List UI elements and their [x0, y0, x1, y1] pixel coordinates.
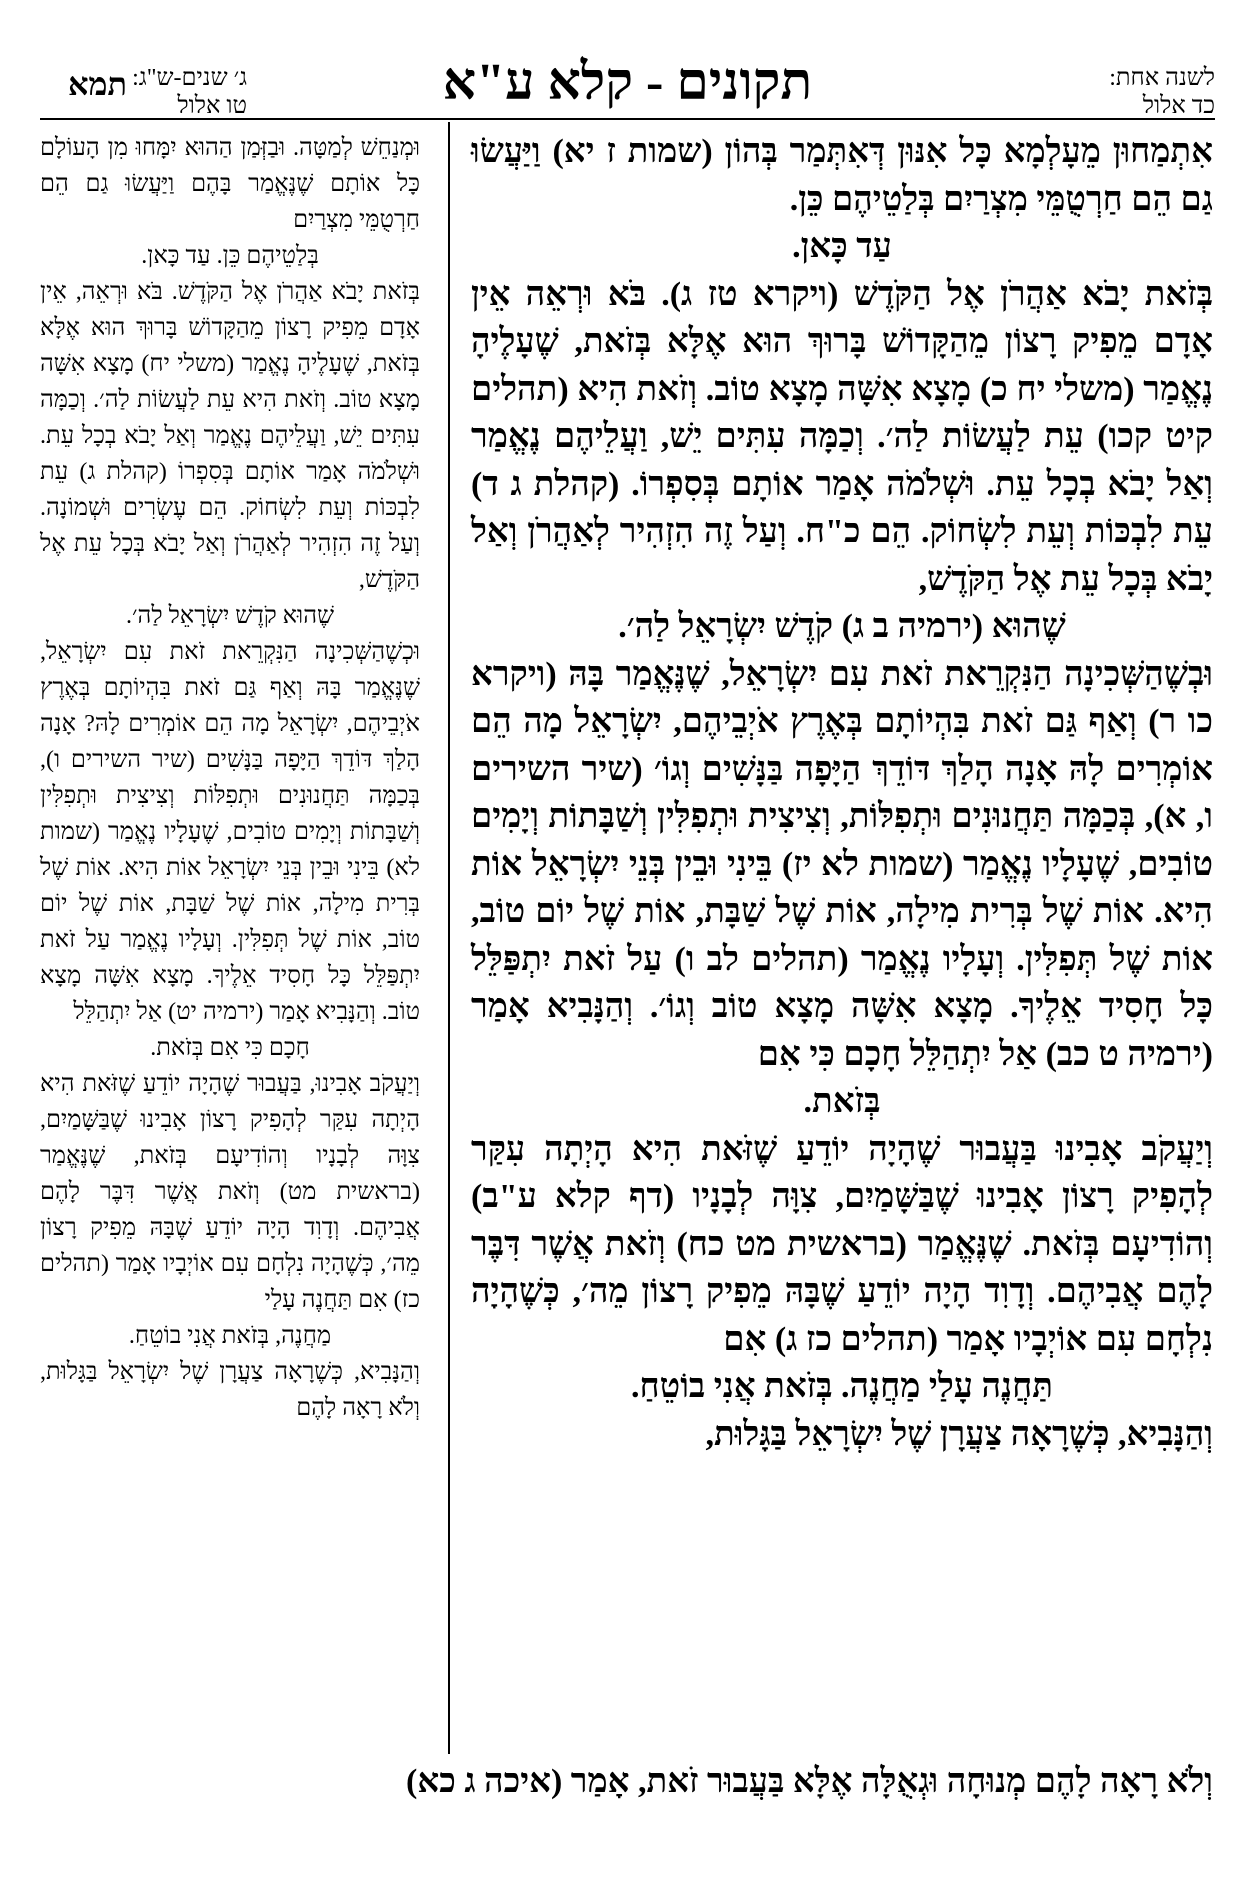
side-column: [40, 130, 420, 1426]
main-paragraph: עַד כָּאן.: [792, 228, 892, 265]
side-paragraph: מַחֲנֶה, בְּזֹאת אֲנִי בוֹטֵחַ.: [128, 1323, 332, 1349]
side-paragraph: שֶׁהוּא קֹדֶשׁ יִשְׂרָאֵל לַה׳.: [126, 603, 334, 629]
page-number: תמא: [68, 66, 128, 102]
header-left-sub: [132, 64, 247, 120]
main-paragraph: וּבְשֶׁהַשְּׁכִינָה הַנִּקְרֵאת זֹאת עִם יִשְׂרָאֵל, שֶׁנֶּאֱמַר בָּהּ (ויקרא כו ר) וְאַף גַּם זֹאת בִּהְיוֹתָם בְּאֶרֶץ אֹיְבֵיהֶם, יִשְׂרָאֵל מָה הֵם אוֹמְרִים לָהּ אָנָה הָלַךְ דּוֹדֵךְ הַיָּפָה בַּנָּשִׁים וְגוֹ׳ (שיר השירים ו, א), בְּכַמָּה תַּחֲנוּנִים וּתְפִלּוֹת, וְצִיצִית וּתְפִלִּין וְשַׁבָּתוֹת וְיָמִים טוֹבִים, שֶׁעָלָיו נֶאֱמַר (שמות לא יז) בֵּינִי וּבֵין בְּנֵי יִשְׂרָאֵל אוֹת הִיא. אוֹת שֶׁל בְּרִית מִילָה, אוֹת שֶׁל שַׁבָּת, אוֹת שֶׁל יוֹם טוֹב, אוֹת שֶׁל תְּפִלִּין. וְעָלָיו נֶאֱמַר (תהלים לב ו) עַל זֹאת יִתְפַּלֵּל כָּל חָסִיד אֵלֶיךָ. מָצָא אִשָּׁה מָצָא טוֹב וְגוֹ׳. וְהַנָּבִיא אָמַר (ירמיה ט כב) אַל יִתְהַלֵּל חָכָם כִּי אִם: [471, 655, 1213, 1073]
header-rule: [40, 118, 1215, 120]
side-paragraph: וְיַעֲקֹב אָבִינוּ, בַּעֲבוּר שֶׁהָיָה יוֹדֵעַ שֶׁזֹּאת הִיא הָיְתָה עִקַּר לְהָפִיק רָצוֹן אָבִינוּ שֶׁבַּשָּׁמַיִם, צִוָּה לְבָנָיו וְהוֹדִיעָם בְּזֹאת, שֶׁנֶּאֱמַר (בראשית מט) וְזֹאת אֲשֶׁר דִּבֶּר לָהֶם אֲבִיהֶם. וְדָוִד הָיָה יוֹדֵעַ שֶׁבָּהּ מֵפִיק רָצוֹן מֵה׳, כְּשֶׁהָיָה נִלְחָם עִם אוֹיְבָיו אָמַר (תהלים כז) אִם תַּחֲנֶה עָלַי: [40, 1071, 420, 1313]
side-paragraph: וְהַנָּבִיא, כְּשֶׁרָאָה צַעֲרָן שֶׁל יִשְׂרָאֵל בַּגָּלוּת, וְלֹא רָאָה לָהֶם: [40, 1359, 420, 1421]
main-paragraph: בְּזֹאת יָבֹא אַהֲרֹן אֶל הַקֹּדֶשׁ (ויקרא טז ג). בֹּא וּרְאֵה אֵין אָדָם מֵפִיק רָצוֹן מֵהַקָּדוֹשׁ בָּרוּךְ הוּא אֶלָּא בְּזֹאת, שֶׁעָלֶיהָ נֶאֱמַר (משלי יח כ) מָצָא אִשָּׁה מָצָא טוֹב. וְזֹאת הִיא (תהלים קיט קכו) עֵת לַעֲשׂוֹת לַה׳. וְכַמָּה עִתִּים יֵשׁ, וַעֲלֵיהֶם נֶאֱמַר וְאַל יָבֹא בְכָל עֵת. וּשְׁלֹמֹה אָמַר אוֹתָם בְּסִפְרוֹ. (קהלת ג ד) עֵת לִבְכּוֹת וְעֵת לִשְׂחוֹק. הֵם כ"ח. וְעַל זֶה הִזְהִיר לְאַהֲרֹן וְאַל יָבֹא בְּכָל עֵת אֶל הַקֹּדֶשׁ,: [471, 275, 1213, 598]
header-date-left: טו אלול: [177, 93, 248, 119]
page-header: [40, 52, 1215, 119]
header-cycle-label: ג׳ שנים-ש"ג:: [132, 65, 248, 91]
side-paragraph: וּכְשֶׁהַשְּׁכִינָה הַנִּקְרֵאת זֹאת עִם יִשְׂרָאֵל, שֶׁנֶּאֱמַר בָּהּ וְאַף גַּם זֹאת בִּהְיוֹתָם בְּאֶרֶץ אֹיְבֵיהֶם, יִשְׂרָאֵל מָה הֵם אוֹמְרִים לָהּ? אָנָה הָלַךְ דּוֹדֵךְ הַיָּפָה בַּנָּשִׁים (שיר השירים ו), בְּכַמָּה תַּחֲנוּנִים וּתְפִלּוֹת וְצִיצִית וּתְפִלִּין וְשַׁבָּתוֹת וְיָמִים טוֹבִים, שֶׁעָלָיו נֶאֱמַר (שמות לא) בֵּינִי וּבֵין בְּנֵי יִשְׂרָאֵל אוֹת הִיא. אוֹת שֶׁל בְּרִית מִילָה, אוֹת שֶׁל שַׁבָּת, אוֹת שֶׁל יוֹם טוֹב, אוֹת שֶׁל תְּפִלִּין. וְעָלָיו נֶאֱמַר עַל זֹאת יִתְפַּלֵּל כָּל חָסִיד אֵלֶיךָ. מָצָא אִשָּׁה מָצָא טוֹב. וְהַנָּבִיא אָמַר (ירמיה יט) אַל יִתְהַלֵּל: [40, 639, 420, 1025]
header-date-right: כד אלול: [1142, 93, 1215, 119]
main-paragraph: וְיַעֲקֹב אָבִינוּ בַּעֲבוּר שֶׁהָיָה יוֹדֵעַ שֶׁזֹּאת הִיא הָיְתָה עִקַּר לְהָפִיק רָצוֹן אָבִינוּ שֶׁבַּשָּׁמַיִם, צִוָּה לְבָנָיו (דף קלא ע"ב) וְהוֹדִיעָם בְּזֹאת. שֶׁנֶּאֱמַר (בראשית מט כח) וְזֹאת אֲשֶׁר דִּבֶּר לָהֶם אֲבִיהֶם. וְדָוִד הָיָה יוֹדֵעַ שֶׁבָּהּ מֵפִיק רָצוֹן מֵה׳, כְּשֶׁהָיָה נִלְחָם עִם אוֹיְבָיו אָמַר (תהלים כז ג) אִם: [471, 1130, 1213, 1358]
main-paragraph: בְּזֹאת.: [803, 1083, 881, 1120]
footer-line: וְלֹא רָאָה לָהֶם מְנוּחָה וּגְאֻלָּה אֶלָּא בַּעֲבוּר זֹאת, אָמַר (איכה ג כא): [406, 1763, 1213, 1800]
main-column: [471, 128, 1213, 1458]
page-title: תקונים - קלא ע"א: [442, 54, 813, 111]
header-left-block: [40, 64, 247, 120]
main-paragraph: תַּחֲנֶה עָלַי מַחֲנֶה. בְּזֹאת אֲנִי בוֹטֵחַ.: [631, 1368, 1053, 1405]
side-paragraph: חָכָם כִּי אִם בְּזֹאת.: [150, 1035, 310, 1061]
header-year-label: לשנה אחת:: [1109, 65, 1215, 91]
side-paragraph: וּמְנַחֵשׁ לְמַטָּה. וּבַזְּמַן הַהוּא יִמָּחוּ מִן הָעוֹלָם כָּל אוֹתָם שֶׁנֶּאֱמַר בָּהֶם וַיַּעֲשׂוּ גַם הֵם חַרְטֻמֵּי מִצְרַיִם: [40, 135, 420, 233]
main-paragraph: וְהַנָּבִיא, כְּשֶׁרָאָה צַעֲרָן שֶׁל יִשְׂרָאֵל בַּגָּלוּת,: [705, 1415, 1213, 1453]
main-paragraph: אִתְמַחוּן מֵעָלְמָא כָּל אִנּוּן דְּאִתְּמַר בְּהוֹן (שמות ז יא) וַיַּעֲשׂוּ גַם הֵם חַרְטֻמֵּי מִצְרַיִם בְּלַטֵיהֶם כֵּן.: [471, 133, 1213, 218]
side-paragraph: בְּלַטֵיהֶם כֵּן. עַד כָּאן.: [141, 243, 319, 269]
column-divider: [448, 122, 450, 1754]
side-paragraph: בְּזֹאת יָבֹא אַהֲרֹן אֶל הַקֹּדֶשׁ. בֹּא וּרְאֵה, אֵין אָדָם מֵפִיק רָצוֹן מֵהַקָּדוֹשׁ בָּרוּךְ הוּא אֶלָּא בְּזֹאת, שֶׁעָלֶיהָ נֶאֱמַר (משלי יח) מָצָא אִשָּׁה מָצָא טוֹב. וְזֹאת הִיא עֵת לַעֲשׂוֹת לַה׳. וְכַמָּה עִתִּים יֵשׁ, וַעֲלֵיהֶם נֶאֱמַר וְאַל יָבֹא בְכָל עֵת. וּשְׁלֹמֹה אָמַר אוֹתָם בְּסִפְרוֹ (קהלת ג) עֵת לִבְכּוֹת וְעֵת לִשְׂחוֹק. הֵם עֶשְׂרִים וּשְׁמוֹנָה. וְעַל זֶה הִזְהִיר לְאַהֲרֹן וְאַל יָבֹא בְּכָל עֵת אֶל הַקֹּדֶשׁ,: [40, 279, 420, 593]
main-paragraph: שֶׁהוּא (ירמיה ב ג) קֹדֶשׁ יִשְׂרָאֵל לַה׳.: [618, 608, 1066, 645]
